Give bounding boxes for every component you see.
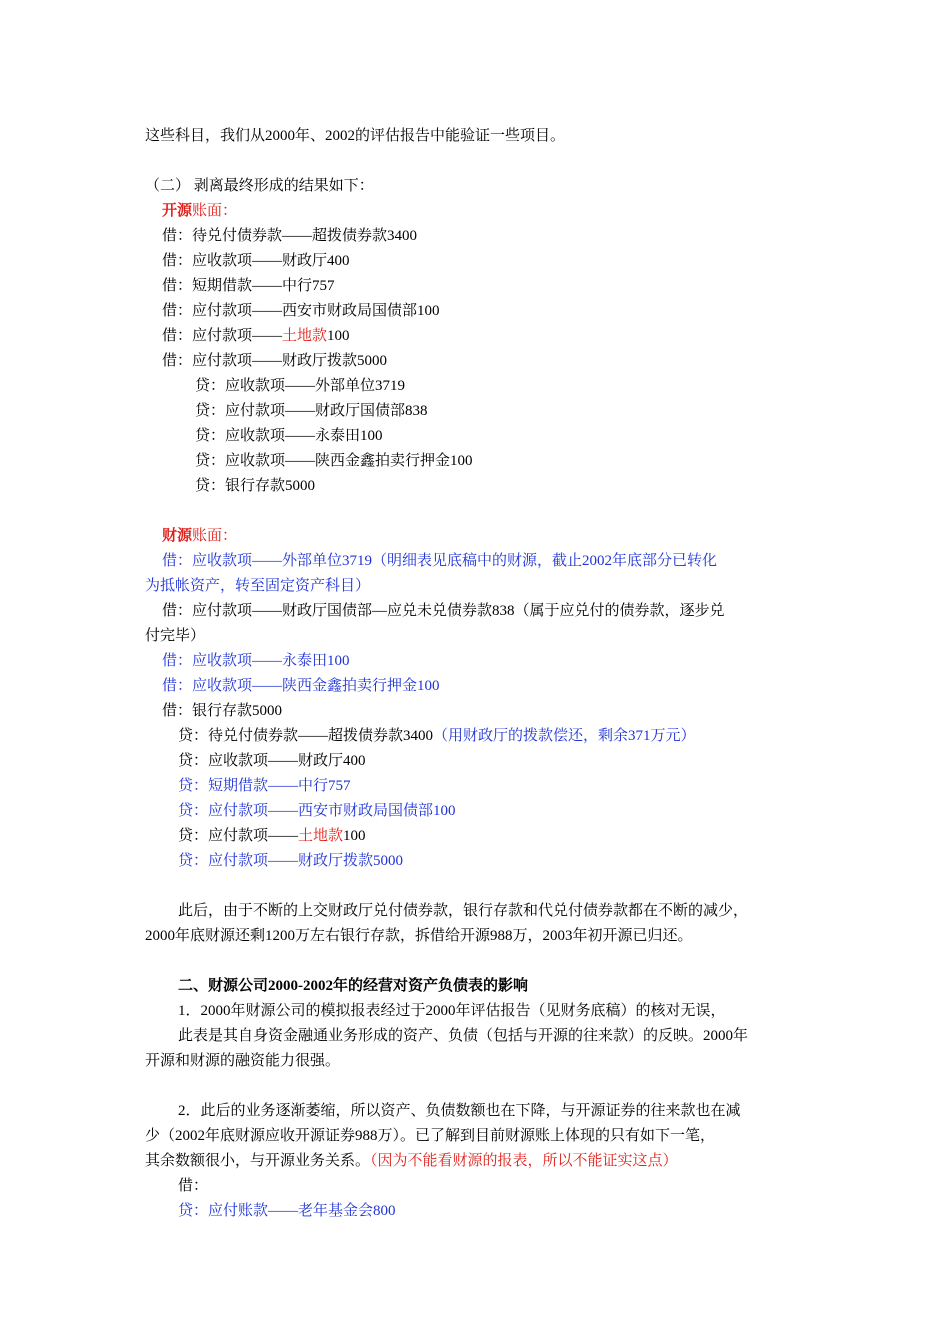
- intro-text: 这些科目，我们从2000年、2002的评估报告中能验证一些项目。: [145, 128, 566, 144]
- kaiyuan-credit-line: 贷：应付款项——财政厅国债部838: [195, 403, 428, 419]
- kaiyuan-credit-line: 贷：应收款项——陕西金鑫拍卖行押金100: [195, 453, 473, 469]
- kaiyuan-debit-line: 借：待兑付债券款——超拨债券款3400: [162, 228, 418, 244]
- section-two-heading: （二） 剥离最终形成的结果如下：: [145, 178, 374, 194]
- point-one-line: 开源和财源的融资能力很强。: [145, 1053, 341, 1069]
- land-amount: 100: [343, 828, 366, 844]
- caiyuan-debit-line-cont: 付完毕）: [145, 628, 206, 644]
- caiyuan-credit-line: 贷：应付款项——财政厅拨款5000: [178, 853, 404, 869]
- kaiyuan-ledger-label: [162, 202, 827, 220]
- credit-note: （用财政厅的拨款偿还，剩余371万元）: [433, 728, 696, 744]
- caiyuan-credit-line-land: [178, 827, 843, 845]
- kaiyuan-debit-line: 借：应收款项——财政厅400: [162, 253, 350, 269]
- point-two-note: （因为不能看财源的报表，所以不能证实这点）: [370, 1153, 678, 1169]
- caiyuan-debit-line: 借：应付款项——财政厅国债部—应兑未兑债券款838（属于应兑付的债券款，逐步兑: [162, 603, 725, 619]
- kaiyuan-debit-line: 借：应付款项——财政厅拨款5000: [162, 353, 388, 369]
- kaiyuan-debit-line-land: [162, 327, 827, 345]
- point-one-line: 1．2000年财源公司的模拟报表经过于2000年评估报告（见财务底稿）的核对无误，: [178, 1003, 726, 1019]
- point-two-line: 2．此后的业务逐渐萎缩，所以资产、负债数额也在下降，与开源证券的往来款也在减: [178, 1103, 741, 1119]
- point-two-line: 少（2002年底财源应收开源证券988万）。已了解到目前财源账上体现的只有如下一笔，: [145, 1128, 716, 1144]
- land-prefix: 借：应付款项——: [162, 328, 283, 344]
- kaiyuan-debit-line: 借：短期借款——中行757: [162, 278, 335, 294]
- caiyuan-debit-line: 借：应收款项——永泰田100: [162, 653, 350, 669]
- land-highlight: 土地款: [298, 828, 344, 844]
- kaiyuan-debit-line: 借：应付款项——西安市财政局国债部100: [162, 303, 440, 319]
- caiyuan-name: 财源: [162, 528, 193, 544]
- section-heading: 二、财源公司2000-2002年的经营对资产负债表的影响: [178, 978, 528, 994]
- land-amount: 100: [327, 328, 350, 344]
- caiyuan-credit-line: 贷：短期借款——中行757: [178, 778, 351, 794]
- kaiyuan-credit-line: 贷：银行存款5000: [195, 478, 316, 494]
- after-paragraph-line: 2000年底财源还剩1200万左右银行存款，拆借给开源988万，2003年初开源已归还。: [145, 928, 693, 944]
- point-two-debit: 借：: [178, 1178, 209, 1194]
- kaiyuan-credit-line: 贷：应收款项——外部单位3719: [195, 378, 406, 394]
- point-two-credit: 贷：应付账款——老年基金会800: [178, 1203, 396, 1219]
- kaiyuan-name: 开源: [162, 203, 193, 219]
- caiyuan-credit-line: 贷：应收款项——财政厅400: [178, 753, 366, 769]
- caiyuan-credit-line: 贷：应付款项——西安市财政局国债部100: [178, 803, 456, 819]
- point-two-text: 其余数额很小，与开源业务关系。: [145, 1153, 371, 1169]
- caiyuan-debit-line: 借：应收款项——外部单位3719（明细表见底稿中的财源，截止2002年底部分已转化: [162, 553, 718, 569]
- point-two-line: [145, 1152, 810, 1170]
- point-one-line: 此表是其自身资金融通业务形成的资产、负债（包括与开源的往来款）的反映。2000年: [178, 1028, 749, 1044]
- kaiyuan-credit-line: 贷：应收款项——永泰田100: [195, 428, 383, 444]
- caiyuan-debit-line-cont: 为抵帐资产，转至固定资产科目）: [145, 578, 371, 594]
- ledger-suffix: 账面：: [192, 528, 238, 544]
- land-highlight: 土地款: [282, 328, 328, 344]
- after-paragraph-line: 此后，由于不断的上交财政厅兑付债券款，银行存款和代兑付债券款都在不断的减少，: [178, 903, 749, 919]
- caiyuan-credit-line: [178, 727, 843, 745]
- land-prefix: 贷：应付款项——: [178, 828, 299, 844]
- credit-text: 贷：待兑付债券款——超拨债券款3400: [178, 728, 434, 744]
- caiyuan-ledger-label: [162, 527, 827, 545]
- ledger-suffix: 账面：: [192, 203, 238, 219]
- caiyuan-debit-line: 借：应收款项——陕西金鑫拍卖行押金100: [162, 678, 440, 694]
- caiyuan-debit-line: 借：银行存款5000: [162, 703, 283, 719]
